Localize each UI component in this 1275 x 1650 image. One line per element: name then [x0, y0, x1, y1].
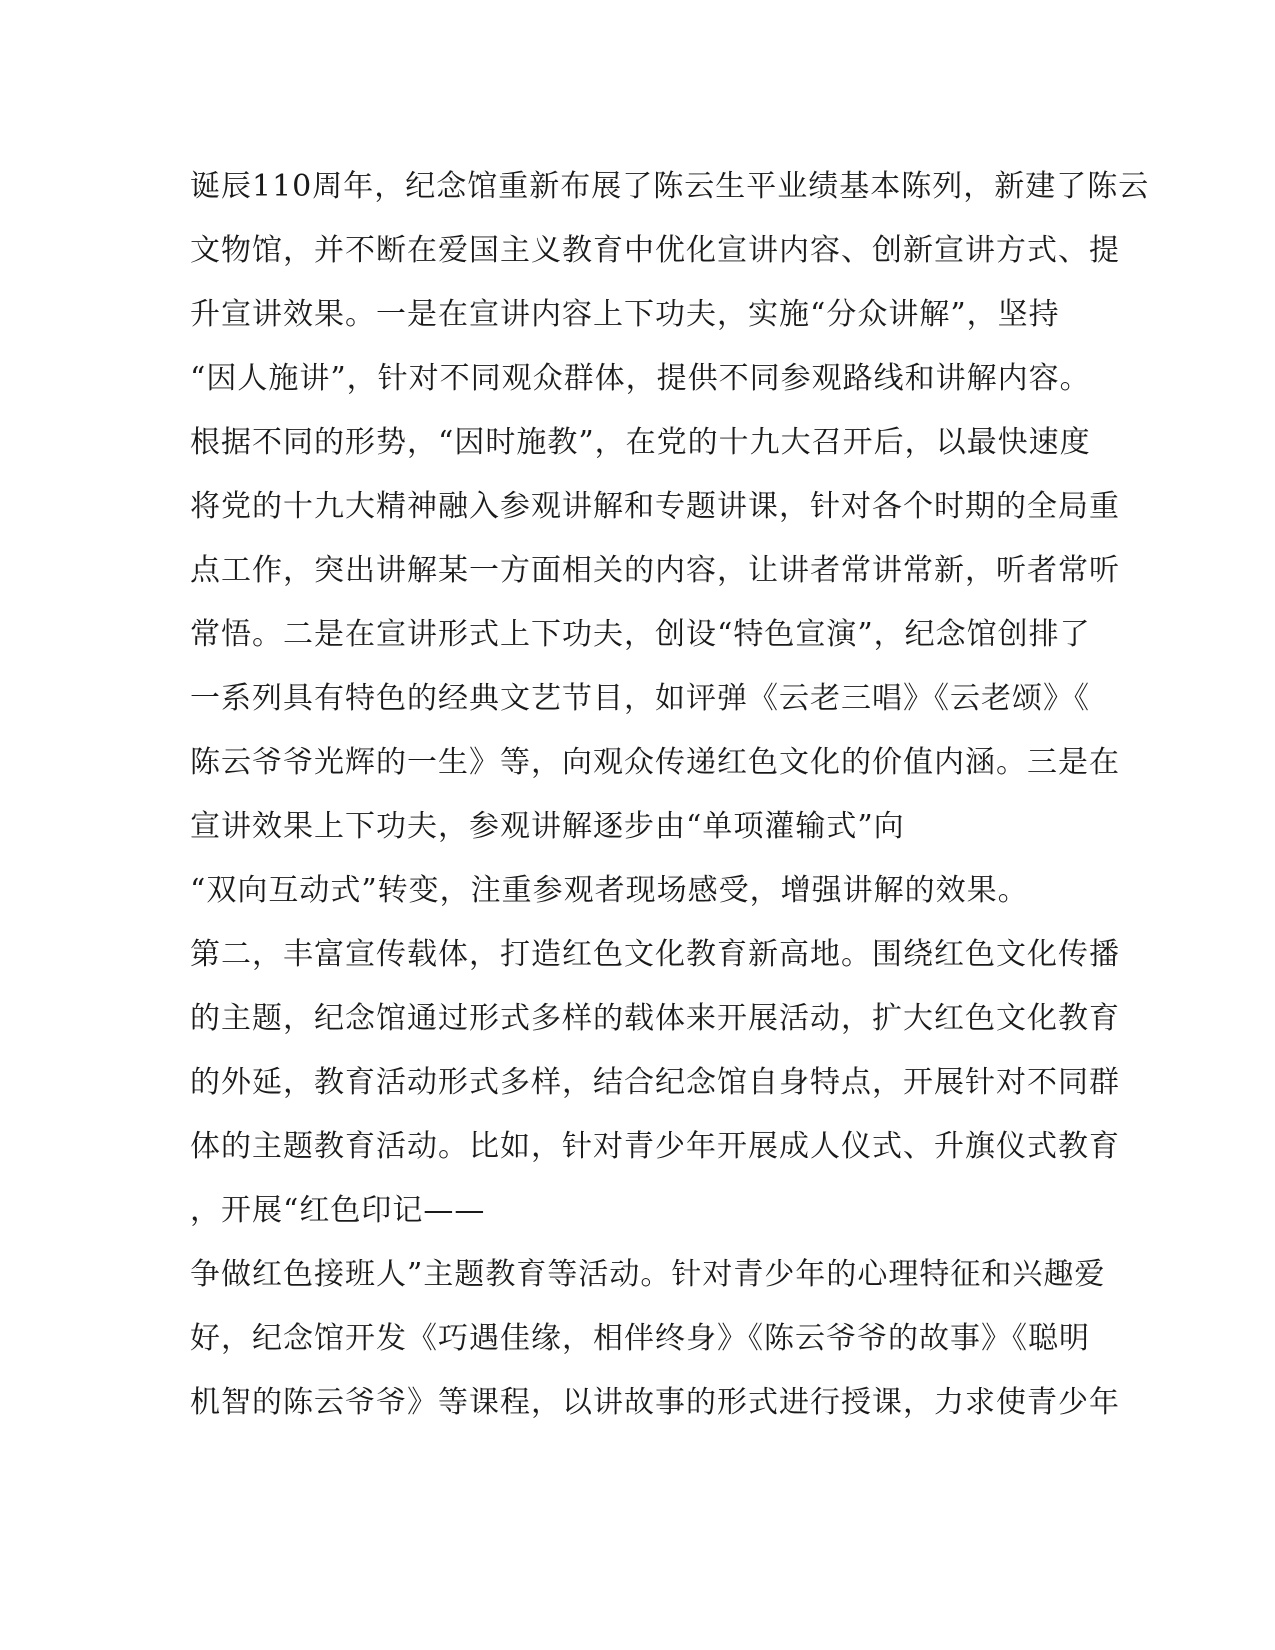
- text-line: 的主题，纪念馆通过形式多样的载体来开展活动，扩大红色文化教育: [190, 1001, 1120, 1036]
- text-line: “因人施讲”，针对不同观众群体，提供不同参观路线和讲解内容。: [190, 361, 1091, 396]
- text-line: 宣讲效果上下功夫，参观讲解逐步由“单项灌输式”向: [190, 809, 905, 844]
- text-line: 升宣讲效果。一是在宣讲内容上下功夫，实施“分众讲解”，坚持: [190, 297, 1060, 332]
- text-line: 体的主题教育活动。比如，针对青少年开展成人仪式、升旗仪式教育: [190, 1129, 1120, 1164]
- text-line: 争做红色接班人”主题教育等活动。针对青少年的心理特征和兴趣爱: [190, 1257, 1106, 1292]
- body-text: [190, 155, 1150, 1435]
- text-line: 机智的陈云爷爷》等课程，以讲故事的形式进行授课，力求使青少年: [190, 1385, 1120, 1420]
- text-line: ，开展“红色印记——: [190, 1193, 486, 1228]
- text-line: 好，纪念馆开发《巧遇佳缘，相伴终身》《陈云爷爷的故事》《聪明: [190, 1321, 1090, 1356]
- text-line: 根据不同的形势，“因时施教”，在党的十九大召开后，以最快速度: [190, 425, 1091, 460]
- text-line: 点工作，突出讲解某一方面相关的内容，让讲者常讲常新，听者常听: [190, 553, 1120, 588]
- text-line: 一系列具有特色的经典文艺节目，如评弹《云老三唱》《云老颂》《: [190, 681, 1090, 716]
- text-line: 文物馆，并不断在爱国主义教育中优化宣讲内容、创新宣讲方式、提: [190, 233, 1120, 268]
- text-line: 陈云爷爷光辉的一生》等，向观众传递红色文化的价值内涵。三是在: [190, 745, 1120, 780]
- text-line: 第二，丰富宣传载体，打造红色文化教育新高地。围绕红色文化传播: [190, 937, 1120, 972]
- text-line: “双向互动式”转变，注重参观者现场感受，增强讲解的效果。: [190, 873, 1029, 908]
- text-line: 的外延，教育活动形式多样，结合纪念馆自身特点，开展针对不同群: [190, 1065, 1120, 1100]
- text-line: 诞辰110周年，纪念馆重新布展了陈云生平业绩基本陈列，新建了陈云: [190, 169, 1150, 204]
- text-line: 常悟。二是在宣讲形式上下功夫，创设“特色宣演”，纪念馆创排了: [190, 617, 1091, 652]
- text-line: 将党的十九大精神融入参观讲解和专题讲课，针对各个时期的全局重: [190, 489, 1120, 524]
